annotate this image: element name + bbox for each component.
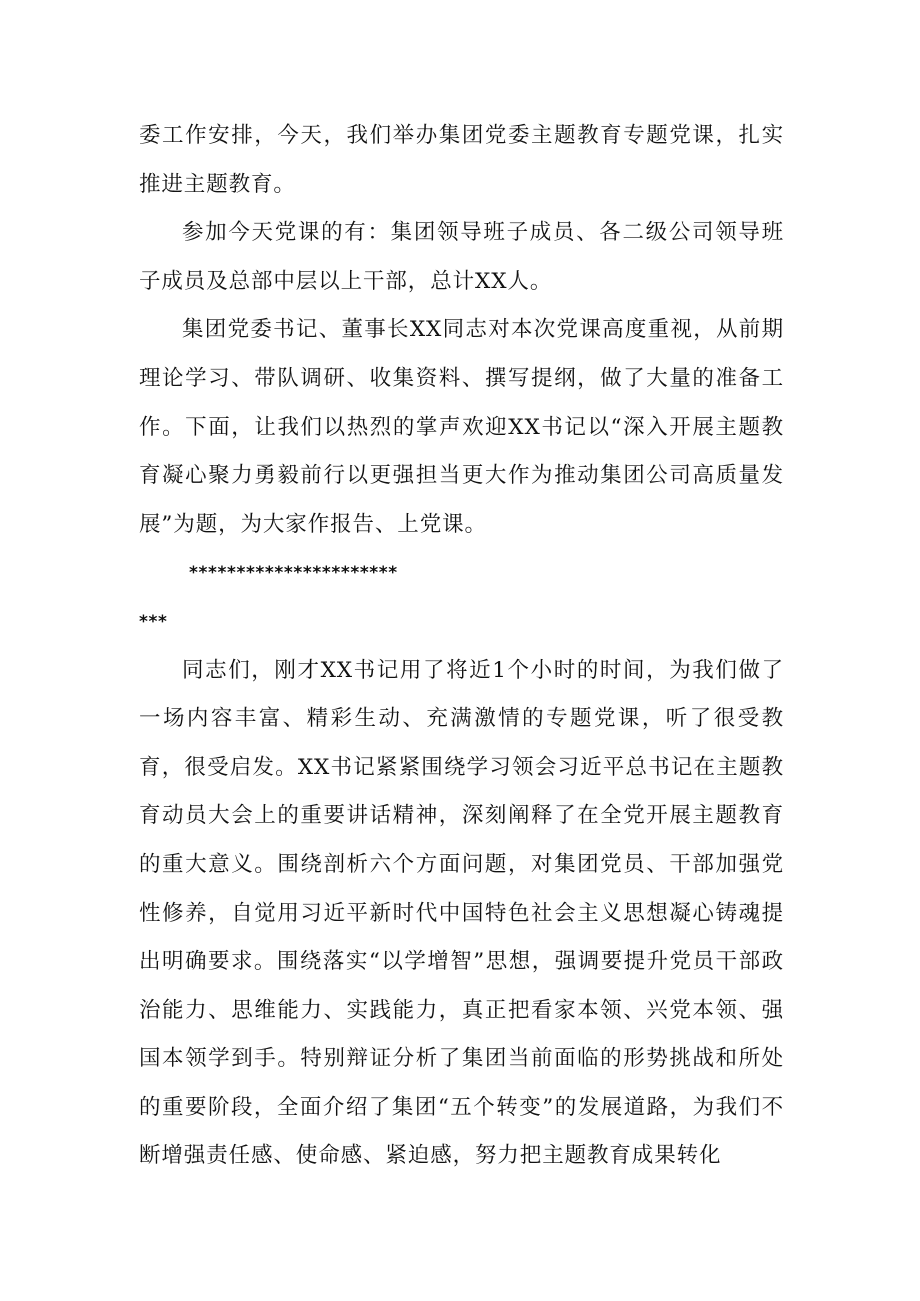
paragraph-closing-remarks: 同志们，刚才XX书记用了将近1个小时的时间，为我们做了一场内容丰富、精彩生动、充满激情的专题党课，听了很受教育，很受启发。XX书记紧紧围绕学习领会习近平总书记在主题教育动员大会上的重要讲话精神，深刻阐释了在全党开展主题教育的重大意义。围绕剖析六个方面问题，对集团党员、干部加强党性修养，自觉用习近平新时代中国特色社会主义思想凝心铸魂提出明确要求。围绕落实“以学增智”思想，强调要提升党员干部政治能力、思维能力、实践能力，真正把看家本领、兴党本领、强国本领学到手。特别辩证分析了集团当前面临的形势挑战和所处的重要阶段，全面介绍了集团“五个转变”的发展道路，为我们不断增强责任感、使命感、紧迫感，努力把主题教育成果转化 — [139, 657, 784, 1169]
paragraph-attendees: 参加今天党课的有：集团领导班子成员、各二级公司领导班子成员及总部中层以上干部，总计XX人。 — [139, 220, 784, 294]
separator-line-1: ********************** — [189, 563, 398, 584]
paragraph-continuation: 委工作安排，今天，我们举办集团党委主题教育专题党课，扎实推进主题教育。 — [139, 123, 784, 197]
paragraph-introduction: 集团党委书记、董事长XX同志对本次党课高度重视，从前期理论学习、带队调研、收集资料、撰写提纲，做了大量的准备工作。下面，让我们以热烈的掌声欢迎XX书记以“深入开展主题教育凝心聚力勇毅前行以更强担当更大作为推动集团公司高质量发展”为题，为大家作报告、上党课。 — [139, 317, 784, 537]
document-body — [139, 112, 784, 1181]
separator-line-2: *** — [139, 611, 168, 632]
